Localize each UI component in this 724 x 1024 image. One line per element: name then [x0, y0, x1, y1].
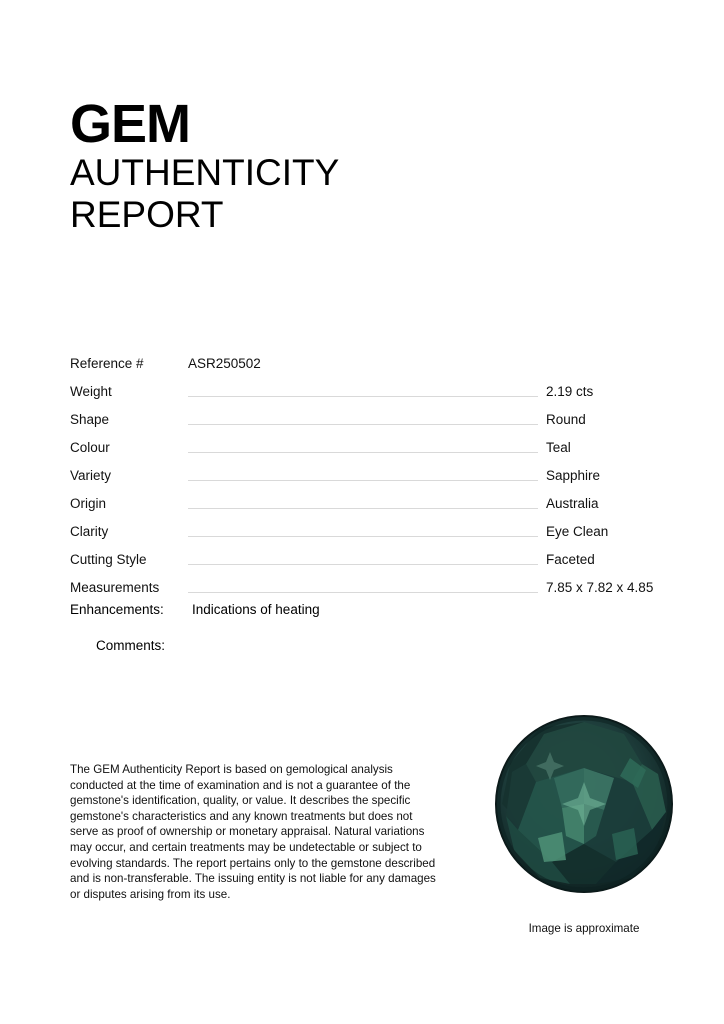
gemstone-illustration	[492, 712, 676, 896]
page-subtitle-line-2: REPORT	[70, 194, 224, 235]
detail-label-origin: Origin	[70, 496, 107, 511]
enhancements-value: Indications of heating	[192, 602, 320, 617]
table-row	[70, 378, 656, 406]
detail-value-reference: ASR250502	[188, 356, 261, 371]
detail-leader-line	[188, 452, 538, 453]
gem-details-table	[70, 350, 656, 602]
detail-value-origin: Australia	[546, 496, 599, 511]
detail-label-colour: Colour	[70, 440, 110, 455]
table-row	[70, 462, 656, 490]
table-row	[70, 350, 656, 378]
page-subtitle-line-1: AUTHENTICITY	[70, 152, 340, 193]
detail-value-variety: Sapphire	[546, 468, 601, 483]
detail-value-shape: Round	[546, 412, 586, 427]
detail-label-reference: Reference #	[70, 356, 144, 371]
detail-label-clarity: Clarity	[70, 524, 109, 539]
detail-leader-line	[188, 480, 538, 481]
gemstone-image-caption: Image is approximate	[528, 922, 640, 935]
detail-leader-line	[188, 396, 538, 397]
detail-leader-line	[188, 508, 538, 509]
table-row	[70, 434, 656, 462]
enhancements-label: Enhancements:	[70, 602, 164, 617]
page-title: GEM	[70, 94, 191, 154]
report-title-block	[70, 96, 630, 236]
table-row	[70, 574, 656, 602]
detail-value-clarity: Eye Clean	[546, 524, 609, 539]
gemstone-image	[492, 712, 676, 896]
comments-label: Comments:	[96, 638, 166, 653]
table-row	[70, 490, 656, 518]
table-row	[70, 406, 656, 434]
detail-value-cutting-style: Faceted	[546, 552, 595, 567]
detail-leader-line	[188, 424, 538, 425]
detail-value-measurements: 7.85 x 7.82 x 4.85	[546, 580, 654, 595]
detail-leader-line	[188, 564, 538, 565]
detail-label-cutting-style: Cutting Style	[70, 552, 147, 567]
detail-leader-line	[188, 592, 538, 593]
table-row	[70, 546, 656, 574]
disclaimer-text: The GEM Authenticity Report is based on gemological analysis conducted at the time of examination and is not a guarantee of the gemstone's identification, quality, or value. It describes the specific gemstone's characteristics and any known treatments but does not serve as proof of ownership or monetary appraisal. Natural variations may occur, and certain treatments may be undetectable or subject to evolving standards. The report pertains only to the gemstone described and is non-transferable. The issuing entity is not liable for any damages or disputes arising from its use.	[70, 763, 436, 901]
detail-label-variety: Variety	[70, 468, 112, 483]
detail-value-colour: Teal	[546, 440, 571, 455]
detail-label-measurements: Measurements	[70, 580, 160, 595]
detail-value-weight: 2.19 cts	[546, 384, 594, 399]
detail-leader-line	[188, 536, 538, 537]
table-row	[70, 518, 656, 546]
detail-label-weight: Weight	[70, 384, 112, 399]
detail-label-shape: Shape	[70, 412, 110, 427]
